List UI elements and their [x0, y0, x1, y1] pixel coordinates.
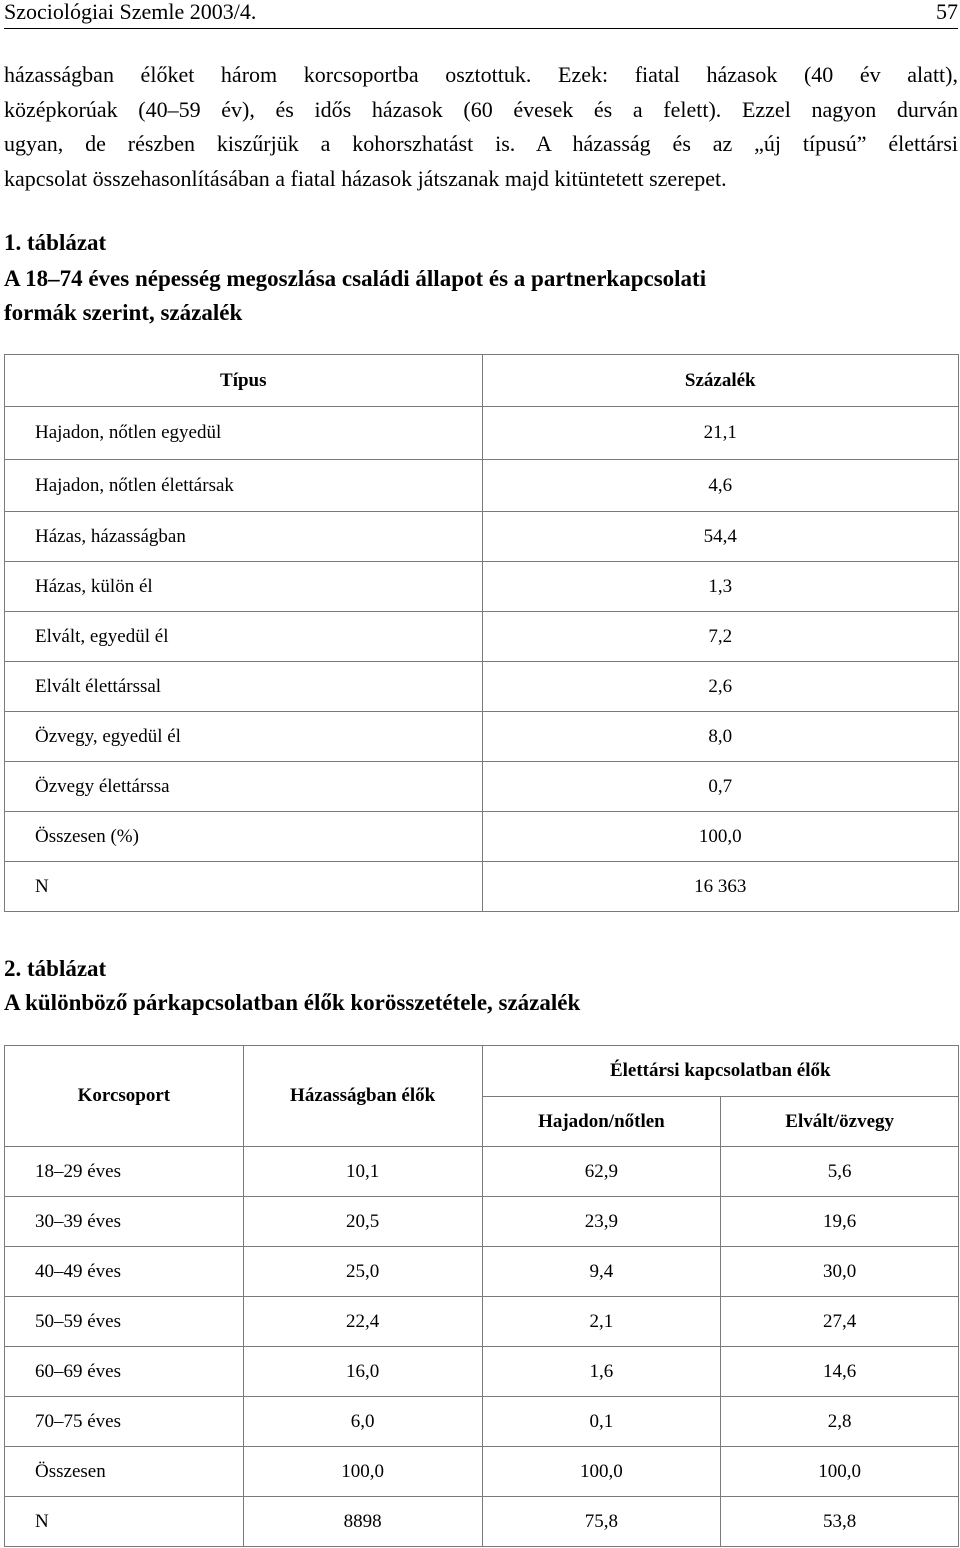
body-paragraph: [4, 58, 958, 196]
row-label: Elvált, egyedül él: [5, 612, 483, 662]
table-row: [5, 1397, 959, 1447]
row-married: 20,5: [243, 1197, 482, 1247]
row-label: Hajadon, nőtlen élettársak: [5, 460, 483, 512]
table1-col-type: Típus: [5, 355, 483, 407]
row-divorced: 53,8: [721, 1497, 959, 1547]
row-single: 0,1: [482, 1397, 721, 1447]
row-age: 50–59 éves: [5, 1297, 244, 1347]
table2-col-married: Házasságban élők: [243, 1046, 482, 1147]
row-divorced: 100,0: [721, 1447, 959, 1497]
table-row: [5, 1347, 959, 1397]
row-married: 25,0: [243, 1247, 482, 1297]
paragraph-line: ugyan, de részben kiszűrjük a kohorszhatást is. A házasság és az „új típusú” élettársi: [4, 131, 958, 156]
row-label: Házas, külön él: [5, 562, 483, 612]
row-label: N: [5, 862, 483, 912]
row-age: 18–29 éves: [5, 1147, 244, 1197]
row-single: 75,8: [482, 1497, 721, 1547]
row-age: 70–75 éves: [5, 1397, 244, 1447]
row-divorced: 2,8: [721, 1397, 959, 1447]
row-label: Hajadon, nőtlen egyedül: [5, 407, 483, 460]
row-single: 9,4: [482, 1247, 721, 1297]
row-value: 54,4: [482, 512, 958, 562]
row-divorced: 27,4: [721, 1297, 959, 1347]
row-married: 16,0: [243, 1347, 482, 1397]
table2-col-divorced: Elvált/özvegy: [721, 1097, 959, 1147]
row-value: 21,1: [482, 407, 958, 460]
row-value: 16 363: [482, 862, 958, 912]
table1-title-line2: formák szerint, százalék: [4, 300, 243, 325]
table1-col-percent: Százalék: [482, 355, 958, 407]
paragraph-line: házasságban élőket három korcsoportba osztottuk. Ezek: fiatal házasok (40 év alatt),: [4, 62, 958, 87]
table1-header-row: [5, 355, 959, 407]
row-label: Összesen (%): [5, 812, 483, 862]
table2: [4, 1045, 959, 1547]
table2-label: 2. táblázat: [4, 956, 107, 981]
row-value: 8,0: [482, 712, 958, 762]
table-row: [5, 407, 959, 460]
row-married: 10,1: [243, 1147, 482, 1197]
row-age: Összesen: [5, 1447, 244, 1497]
running-header: [4, 0, 958, 29]
table-row: [5, 862, 959, 912]
row-married: 100,0: [243, 1447, 482, 1497]
row-value: 0,7: [482, 762, 958, 812]
paragraph-line: középkorúak (40–59 év), és idős házasok (60 évesek és a felett). Ezzel nagyon durván: [4, 96, 958, 122]
table2-header-row: [5, 1046, 959, 1097]
table2-col-age: Korcsoport: [5, 1046, 244, 1147]
row-single: 1,6: [482, 1347, 721, 1397]
row-age: N: [5, 1497, 244, 1547]
row-divorced: 30,0: [721, 1247, 959, 1297]
table1-title-line1: A 18–74 éves népesség megoszlása családi állapot és a partnerkapcsolati: [4, 266, 707, 291]
table-row: [5, 460, 959, 512]
row-divorced: 19,6: [721, 1197, 959, 1247]
row-value: 2,6: [482, 662, 958, 712]
table1: [4, 354, 959, 912]
table-row: [5, 512, 959, 562]
table1-label: 1. táblázat: [4, 230, 107, 255]
row-married: 6,0: [243, 1397, 482, 1447]
row-single: 62,9: [482, 1147, 721, 1197]
table-row: [5, 562, 959, 612]
row-single: 100,0: [482, 1447, 721, 1497]
table-row: [5, 612, 959, 662]
table-row: [5, 712, 959, 762]
row-value: 1,3: [482, 562, 958, 612]
table2-col-cohab-group: Élettársi kapcsolatban élők: [482, 1046, 958, 1097]
row-divorced: 5,6: [721, 1147, 959, 1197]
paragraph-line: kapcsolat összehasonlításában a fiatal házasok játszanak majd kitüntetett szerepet.: [4, 165, 727, 191]
row-married: 8898: [243, 1497, 482, 1547]
row-label: Özvegy élettárssa: [5, 762, 483, 812]
row-value: 7,2: [482, 612, 958, 662]
page-number: 57: [936, 0, 958, 24]
row-age: 60–69 éves: [5, 1347, 244, 1397]
table-row: [5, 1197, 959, 1247]
table2-col-single: Hajadon/nőtlen: [482, 1097, 721, 1147]
row-divorced: 14,6: [721, 1347, 959, 1397]
table-row: [5, 662, 959, 712]
table-row: [5, 1497, 959, 1547]
row-value: 4,6: [482, 460, 958, 512]
row-value: 100,0: [482, 812, 958, 862]
table-row: [5, 1447, 959, 1497]
row-label: Özvegy, egyedül él: [5, 712, 483, 762]
row-label: Házas, házasságban: [5, 512, 483, 562]
row-single: 2,1: [482, 1297, 721, 1347]
row-label: Elvált élettárssal: [5, 662, 483, 712]
row-age: 40–49 éves: [5, 1247, 244, 1297]
journal-title: Szociológiai Szemle 2003/4.: [4, 0, 257, 24]
row-married: 22,4: [243, 1297, 482, 1347]
table-row: [5, 1297, 959, 1347]
table-row: [5, 1247, 959, 1297]
table-row: [5, 1147, 959, 1197]
table2-title: A különböző párkapcsolatban élők korösszetétele, százalék: [4, 990, 581, 1015]
table-row: [5, 762, 959, 812]
table-row: [5, 812, 959, 862]
row-age: 30–39 éves: [5, 1197, 244, 1247]
row-single: 23,9: [482, 1197, 721, 1247]
